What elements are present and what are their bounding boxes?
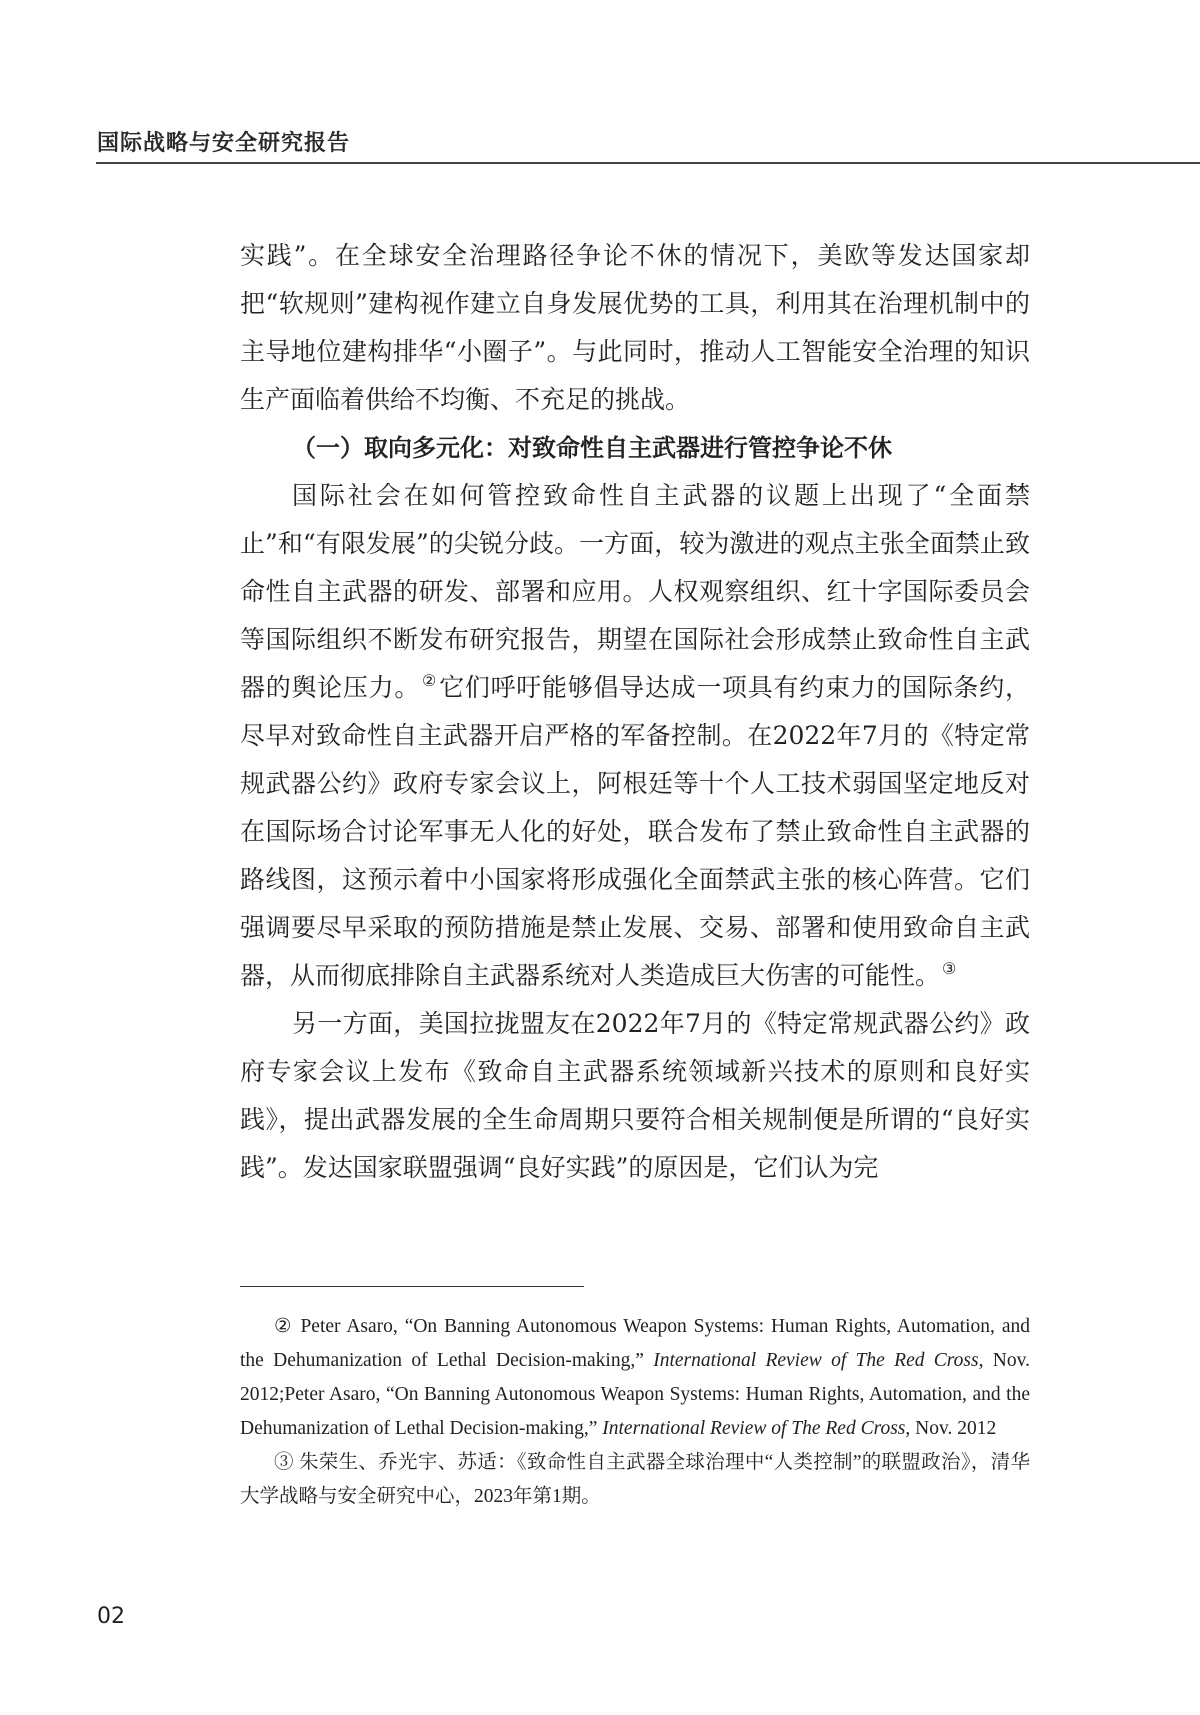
paragraph-text: 国际社会在如何管控致命性自主武器的议题上出现了“全面禁止”和“有限发展”的尖锐分歧。一方面，较为激进的观点主张全面禁止致命性自主武器的研发、部署和应用。人权观察组织、红十字国际委员会等国际组织不断发布研究报告，期望在国际社会形成禁止致命性自主武器的舆论压力。 — [240, 481, 1030, 702]
footnote-marker: ② — [274, 1316, 294, 1337]
footnote-marker: ③ — [274, 1452, 294, 1473]
footnotes — [240, 1310, 1030, 1514]
paragraph-good-practice: 另一方面，美国拉拢盟友在2022年7月的《特定常规武器公约》政府专家会议上发布《致命自主武器系统领域新兴技术的原则和良好实践》，提出武器发展的全生命周期只要符合相关规制便是所谓的“良好实践”。发达国家联盟强调“良好实践”的原因是，它们认为完 — [240, 1009, 1030, 1182]
section-heading: （一）取向多元化：对致命性自主武器进行管控争论不休 — [292, 434, 892, 462]
footnote-journal: International Review of The Red Cross — [653, 1350, 979, 1371]
paragraph-text: 它们呼吁能够倡导达成一项具有约束力的国际条约，尽早对致命性自主武器开启严格的军备控制。在2022年7月的《特定常规武器公约》政府专家会议上，阿根廷等十个人工技术弱国坚定地反对在国际场合讨论军事无人化的好处，联合发布了禁止致命性自主武器的路线图，这预示着中小国家将形成强化全面禁武主张的核心阵营。它们强调要尽早采取的预防措施是禁止发展、交易、部署和使用致命自主武器，从而彻底排除自主武器系统对人类造成巨大伤害的可能性。 — [240, 673, 1030, 990]
footnote-journal: International Review of The Red Cross — [602, 1418, 906, 1439]
footnote-text: Peter Asaro, “On Banning Autonomous Weapon Systems: Human Rights, Automation, and the Dehumanization of Lethal Decision-making,” — [240, 1316, 1030, 1371]
footnote-ref-2[interactable]: ② — [422, 671, 438, 690]
footnote-divider — [240, 1286, 584, 1287]
paragraph-continuation: 实践”。在全球安全治理路径争论不休的情况下，美欧等发达国家却把“软规则”建构视作建立自身发展优势的工具，利用其在治理机制中的主导地位建构排华“小圈子”。与此同时，推动人工智能安全治理的知识生产面临着供给不均衡、不充足的挑战。 — [240, 241, 1030, 414]
header-divider — [96, 162, 1200, 164]
footnote-text: , Nov. 2012;Peter Asaro, “On Banning Autonomous Weapon Systems: Human Rights, Automation, and the Dehumanization of Lethal Decision-making,” — [240, 1350, 1030, 1439]
footnote-text: , Nov. 2012 — [905, 1418, 997, 1439]
page-number: 02 — [97, 1604, 125, 1629]
running-header-title: 国际战略与安全研究报告 — [97, 131, 351, 156]
footnote-2 — [240, 1310, 1030, 1446]
main-text — [240, 232, 1030, 1192]
footnote-text: 朱荣生、乔光宇、苏适：《致命性自主武器全球治理中“人类控制”的联盟政治》，清华大学战略与安全研究中心，2023年第1期。 — [240, 1452, 1030, 1507]
footnote-3 — [240, 1446, 1030, 1514]
paragraph-full-ban — [240, 472, 1030, 1000]
footnote-ref-3[interactable]: ③ — [942, 959, 957, 978]
